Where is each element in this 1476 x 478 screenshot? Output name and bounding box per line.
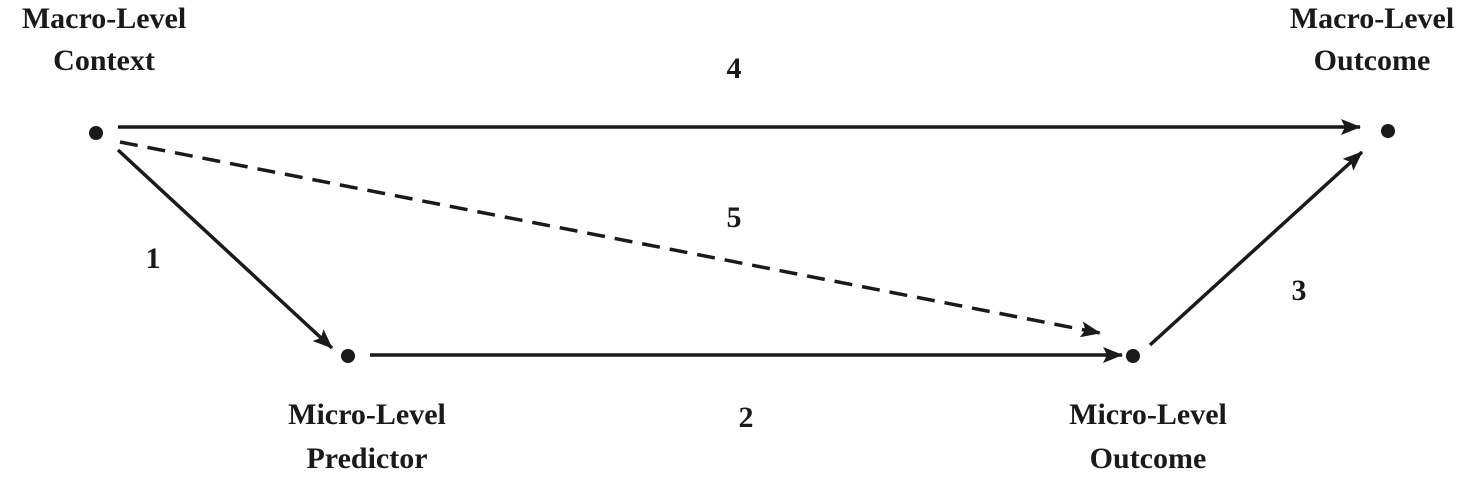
micro-outcome-node xyxy=(1126,349,1140,363)
macro-outcome-label-line2: Outcome xyxy=(1313,44,1431,77)
path-1-label: 1 xyxy=(145,242,161,275)
macro-context-node xyxy=(89,126,103,140)
micro-predictor-label-line2: Predictor xyxy=(306,442,428,475)
macro-context-label-line2: Context xyxy=(53,44,155,77)
micro-predictor-node xyxy=(341,349,355,363)
path-3-arrow xyxy=(1150,152,1362,345)
macro-context-label-line1: Macro-Level xyxy=(21,2,187,35)
macro-outcome-node xyxy=(1381,124,1395,138)
micro-outcome-label-line2: Outcome xyxy=(1089,442,1207,475)
micro-predictor-label-line1: Micro-Level xyxy=(288,398,446,431)
path-2-label: 2 xyxy=(738,401,754,434)
macro-outcome-label-line1: Macro-Level xyxy=(1289,2,1455,35)
path-5-label: 5 xyxy=(726,201,742,234)
micro-outcome-label-line1: Micro-Level xyxy=(1069,398,1227,431)
path-3-label: 3 xyxy=(1291,274,1307,307)
path-4-label: 4 xyxy=(726,52,742,85)
path-5-arrow xyxy=(120,142,1100,333)
